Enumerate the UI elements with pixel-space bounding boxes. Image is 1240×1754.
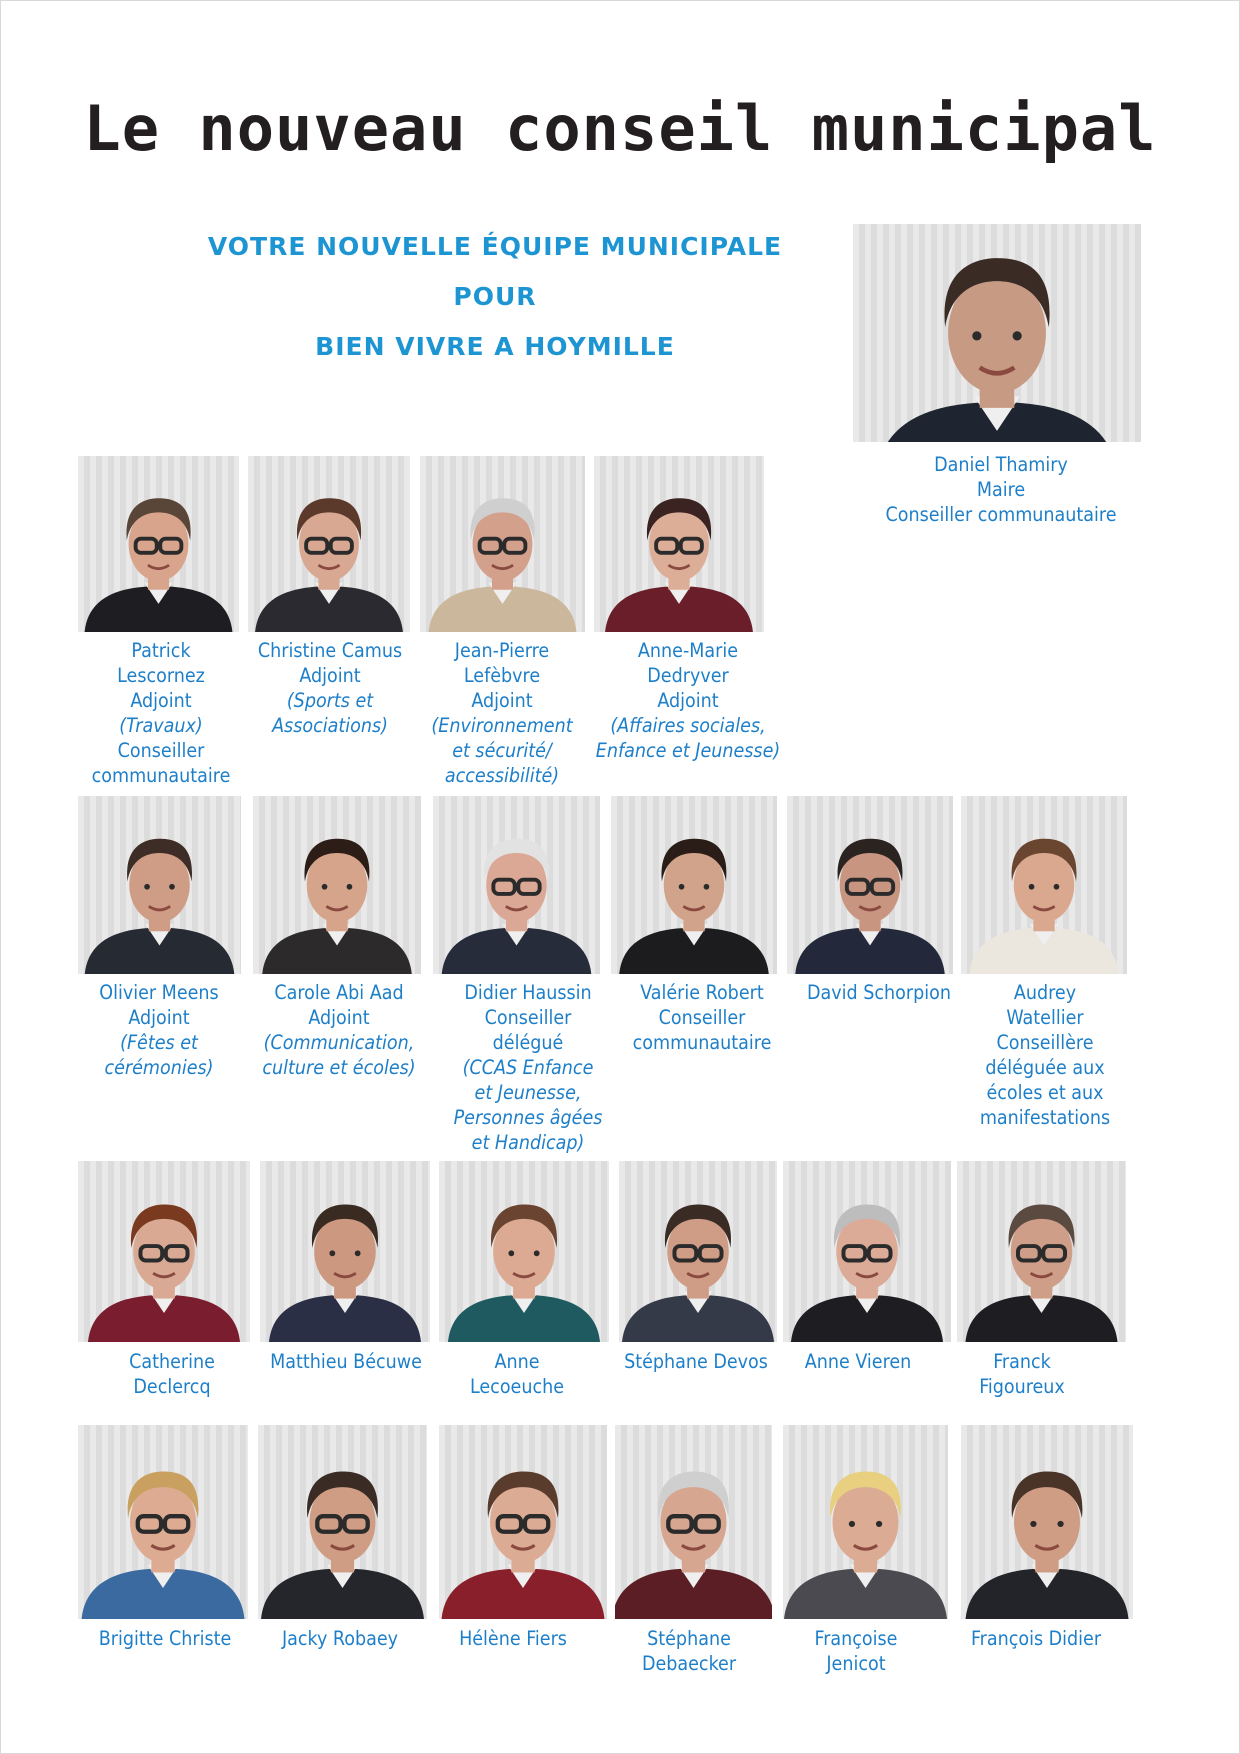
member-photo — [248, 456, 410, 632]
member-photo — [439, 1161, 609, 1342]
member-role-line: Adjoint — [308, 1006, 370, 1029]
member-photo — [258, 1425, 427, 1619]
member-photo — [783, 1425, 948, 1619]
member-name: Brigitte Christe — [98, 1627, 232, 1650]
member-role-line: (Sports et — [286, 689, 374, 712]
member-name: François Didier — [970, 1627, 1102, 1650]
member-photo — [253, 796, 421, 974]
member-role-line: Adjoint — [299, 664, 361, 687]
member-photo — [957, 1161, 1126, 1342]
member-name: Stéphane — [647, 1627, 731, 1650]
member-name: Christine Camus — [257, 639, 403, 662]
member-role-line: (Communication, — [263, 1031, 415, 1054]
member-photo — [853, 224, 1141, 442]
member-role-line: et Handicap) — [471, 1131, 585, 1154]
member-caption — [895, 980, 1195, 1130]
member-role-line: Dedryver — [647, 664, 729, 687]
member-photo — [619, 1161, 777, 1342]
member-name: Stéphane Devos — [624, 1350, 768, 1373]
member-name: Carole Abi Aad — [274, 981, 404, 1004]
member-name: Jean-Pierre — [454, 639, 550, 662]
member-name: Audrey — [1013, 981, 1077, 1004]
member-name: David Schorpion — [807, 981, 951, 1004]
member-role-line: (Fêtes et — [120, 1031, 198, 1054]
member-role-line: manifestations — [979, 1106, 1111, 1129]
member-photo — [611, 796, 777, 974]
member-name: Hélène Fiers — [459, 1627, 567, 1650]
member-role-line: Conseiller — [658, 1006, 746, 1029]
member-photo — [439, 1425, 607, 1619]
member-role-line: Jenicot — [826, 1652, 886, 1675]
member-name: Jacky Robaey — [281, 1627, 399, 1650]
member-role-line: cérémonies) — [104, 1056, 214, 1079]
member-role-line: déléguée aux — [985, 1056, 1105, 1079]
member-role-line: culture et écoles) — [262, 1056, 416, 1079]
member-photo — [420, 456, 585, 632]
member-photo — [961, 796, 1127, 974]
member-photo — [961, 1425, 1133, 1619]
member-name: Olivier Meens — [99, 981, 219, 1004]
member-role-line: délégué — [492, 1031, 564, 1054]
member-photo — [78, 1161, 250, 1342]
member-role-line: Conseiller communautaire — [885, 503, 1117, 526]
member-role-line: Adjoint — [130, 689, 192, 712]
member-role-line: et sécurité/ — [452, 739, 552, 762]
member-role-line: écoles et aux — [986, 1081, 1104, 1104]
member-name: Didier Haussin — [464, 981, 592, 1004]
member-role-line: Conseillère — [996, 1031, 1094, 1054]
member-caption — [886, 1626, 1186, 1651]
member-name: Valérie Robert — [640, 981, 764, 1004]
member-caption — [872, 1349, 1172, 1399]
member-photo — [78, 796, 241, 974]
member-role-line: Adjoint — [471, 689, 533, 712]
member-role-line: Maire — [976, 478, 1026, 501]
member-photo — [78, 456, 239, 632]
member-role-line: Debaecker — [641, 1652, 737, 1675]
member-photo — [260, 1161, 430, 1342]
member-photo — [787, 796, 953, 974]
member-name: Matthieu Bécuwe — [270, 1350, 422, 1373]
member-role-line: (CCAS Enfance — [462, 1056, 594, 1079]
member-name: Patrick — [131, 639, 191, 662]
subtitle-line-2: POUR — [453, 282, 537, 311]
member-name: Anne — [494, 1350, 540, 1373]
member-name: Daniel Thamiry — [934, 453, 1068, 476]
member-name: Franck — [993, 1350, 1051, 1373]
member-caption — [538, 638, 838, 763]
member-photo — [783, 1161, 951, 1342]
member-caption — [851, 452, 1151, 527]
member-role-line: Lecoeuche — [469, 1375, 565, 1398]
member-role-line: communautaire — [632, 1031, 772, 1054]
member-role-line: Figoureux — [979, 1375, 1065, 1398]
member-role-line: Lescornez — [117, 664, 205, 687]
member-role-line: communautaire — [91, 764, 231, 787]
member-photo — [433, 796, 600, 974]
member-role-line: Lefèbvre — [463, 664, 541, 687]
member-photo — [78, 1425, 248, 1619]
member-photo — [594, 456, 764, 632]
member-role-line: (Affaires sociales, — [610, 714, 766, 737]
subtitle-line-3: BIEN VIVRE A HOYMILLE — [315, 332, 675, 361]
page-title: Le nouveau conseil municipal — [83, 92, 1157, 165]
member-name: Anne-Marie — [637, 639, 739, 662]
member-role-line: Watellier — [1006, 1006, 1084, 1029]
member-role-line: et Jeunesse, — [474, 1081, 582, 1104]
member-photo — [615, 1425, 772, 1619]
member-role-line: Personnes âgées — [453, 1106, 603, 1129]
member-role-line: (Environnement — [431, 714, 573, 737]
member-name: Françoise — [814, 1627, 898, 1650]
member-role-line: Conseiller — [484, 1006, 572, 1029]
member-role-line: Adjoint — [657, 689, 719, 712]
member-role-line: Declercq — [133, 1375, 211, 1398]
member-name: Anne Vieren — [804, 1350, 912, 1373]
member-role-line: Conseiller — [117, 739, 205, 762]
member-name: Catherine — [129, 1350, 215, 1373]
member-role-line: (Travaux) — [119, 714, 203, 737]
member-role-line: Enfance et Jeunesse) — [595, 739, 781, 762]
member-role-line: accessibilité) — [444, 764, 560, 787]
member-role-line: Adjoint — [128, 1006, 190, 1029]
member-role-line: Associations) — [272, 714, 388, 737]
subtitle-line-1: VOTRE NOUVELLE ÉQUIPE MUNICIPALE — [207, 232, 783, 261]
